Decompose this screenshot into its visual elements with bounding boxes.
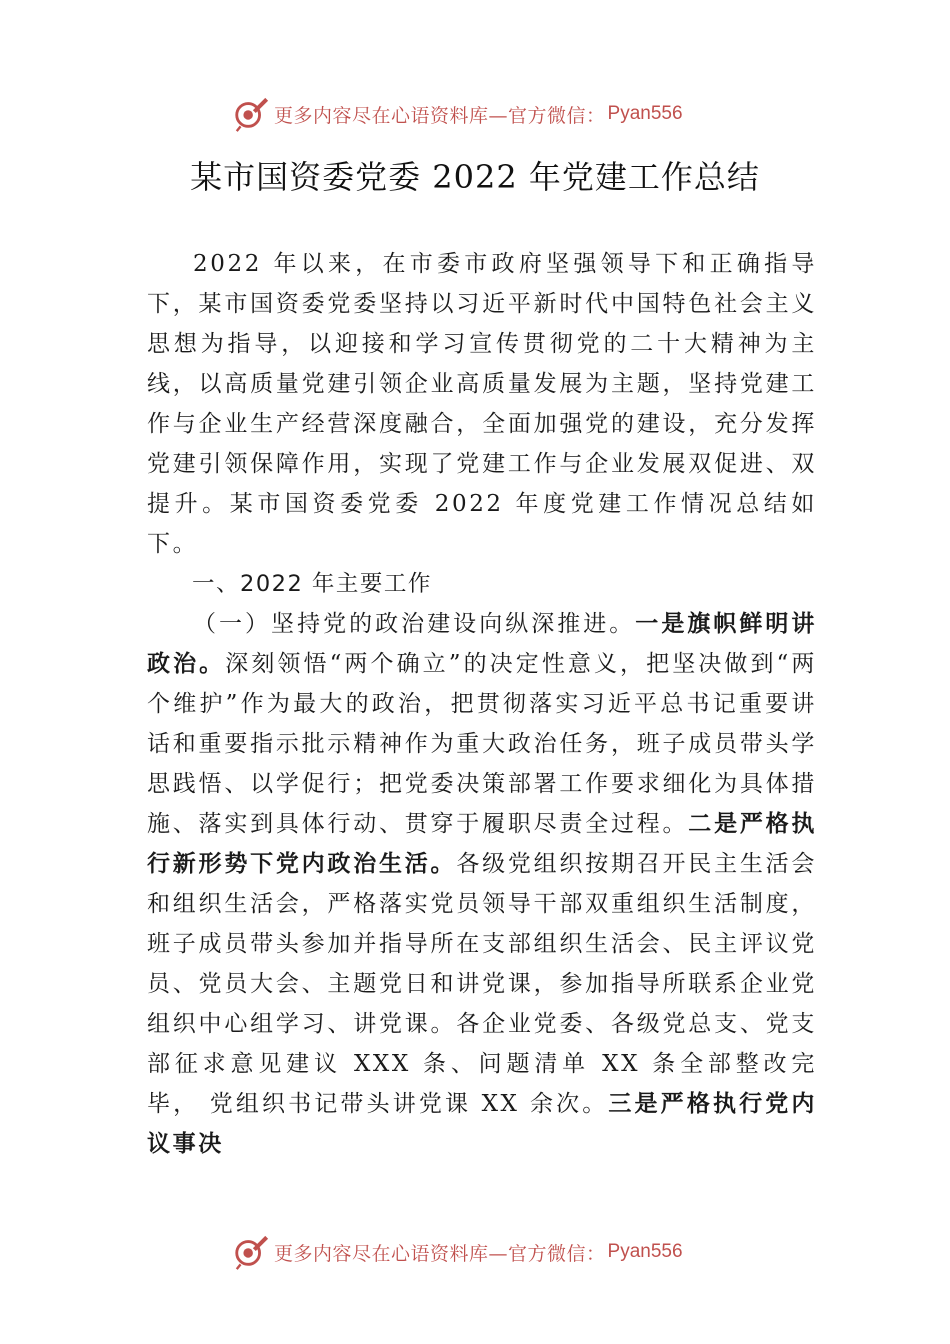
document-body [147,244,817,1164]
watermark-text: 更多内容尽在心语资料库—官方微信： [274,104,606,127]
item2-text: 各级党组织按期召开民主生活会和组织生活会，严格落实党员领导干部双重组织生活制度， 班子成员带头参加并指导所在支部组织生活会、民主评议党员、党员大会、主题党日和讲党课，参加指导所联系企业党组织中心组学习、讲党课。各企业党委、各级党总支、党支部征求意见建议 XXX 条、问题清单 XX 条全部整改完毕， 党组织书记带头讲党课 XX 余次。 [147,851,817,1117]
watermark-footer [232,1232,683,1272]
watermark-text: 更多内容尽在心语资料库—官方微信： [274,1242,606,1265]
pen-logo-icon [232,1233,270,1271]
section-paragraph [147,604,817,1164]
intro-paragraph: 2022 年以来，在市委市政府坚强领导下和正确指导下，某市国资委党委坚持以习近平新时代中国特色社会主义思想为指导，以迎接和学习宣传贯彻党的二十大精神为主线，以高质量党建引领企业高质量发展为主题，坚持党建工作与企业生产经营深度融合，全面加强党的建设，充分发挥党建引领保障作用，实现了党建工作与企业发展双促进、双提升。某市国资委党委 2022 年度党建工作情况总结如下。 [147,251,817,557]
section-heading: 一、2022 年主要工作 [192,571,432,597]
item3-title: 三是严格执行党内议事决 [147,1090,817,1157]
watermark-header [232,94,683,134]
subsection-title: （一）坚持党的政治建设向纵深推进。 [193,611,636,637]
pen-logo-icon [232,95,270,133]
item1-text: 深刻领悟“两个确立”的决定性意义，把坚决做到“两个维护”作为最大的政治，把贯彻落实习近平总书记重要讲话和重要指示批示精神作为重大政治任务，班子成员带头学思践悟、以学促行；把党委决策部署工作要求细化为具体措施、落实到具体行动、贯穿于履职尽责全过程。 [147,651,817,837]
item2-title: 二是严格执行新形势下党内政治生活。 [147,810,817,877]
item1-title: 一是旗帜鲜明讲政治。 [147,610,817,677]
document-title: 某市国资委党委 2022 年党建工作总结 [190,158,760,196]
watermark-wechat-id: Pyan556 [607,1241,683,1262]
watermark-wechat-id: Pyan556 [607,103,683,124]
